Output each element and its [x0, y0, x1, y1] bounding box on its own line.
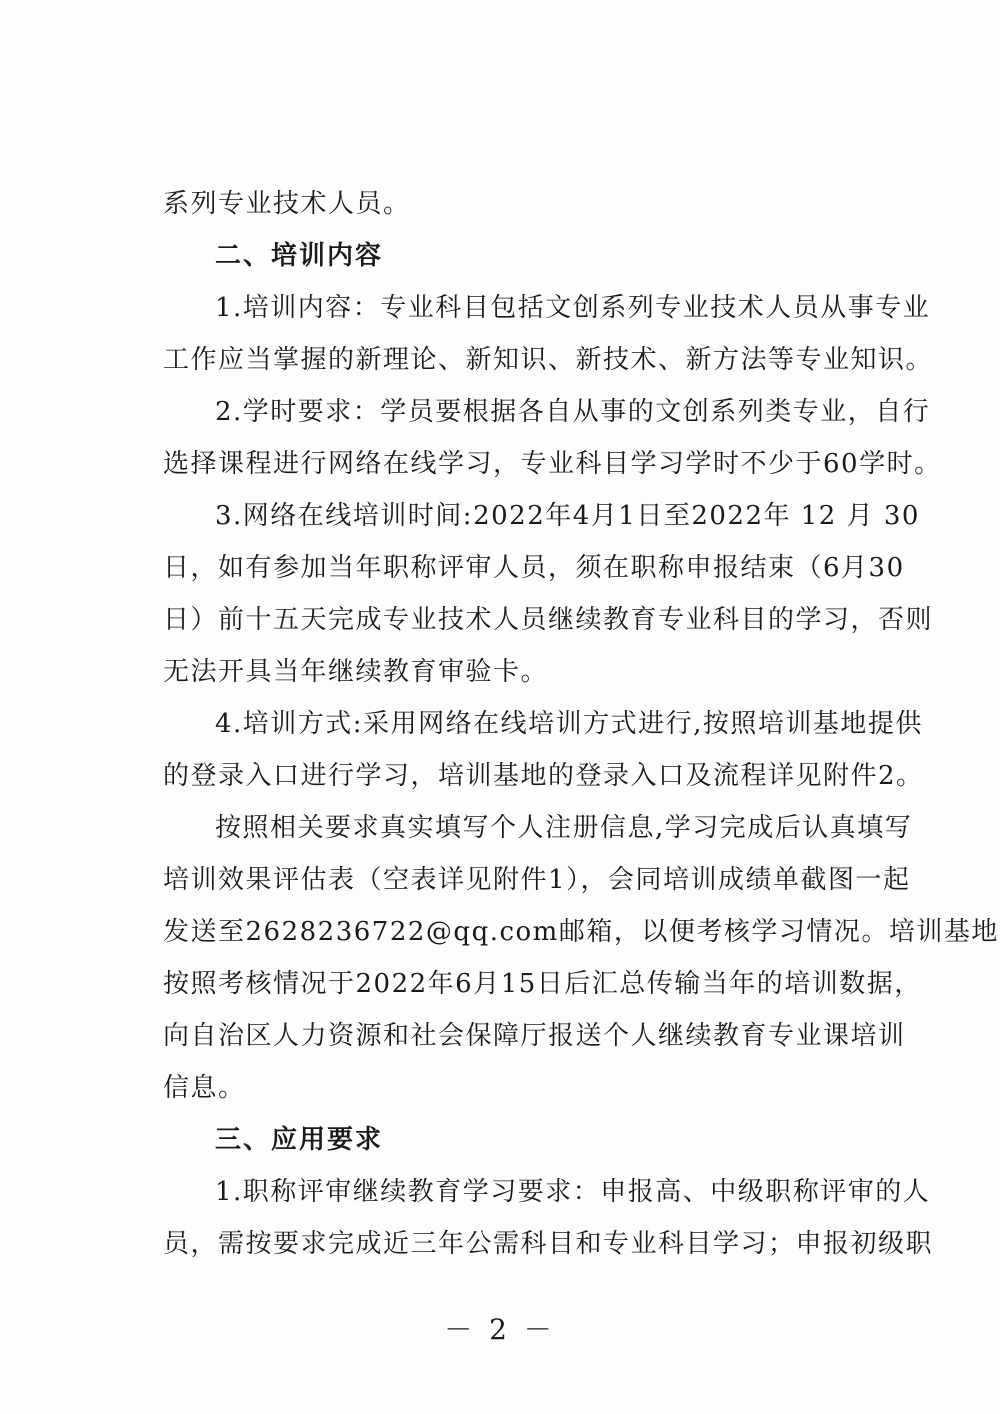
body-text-line: 向自治区人力资源和社会保障厅报送个人继续教育专业课培训: [163, 1021, 906, 1051]
body-text-line: 2.学时要求：学员要根据各自从事的文创系列类专业，自行: [215, 397, 931, 427]
body-text-line: 1.培训内容：专业科目包括文创系列专业技术人员从事专业: [215, 293, 931, 323]
body-text-line: 发送至2628236722@qq.com邮箱，以便考核学习情况。培训基地: [163, 917, 999, 947]
body-text-line: 日，如有参加当年职称评审人员，须在职称申报结束（6月30: [163, 553, 905, 583]
body-text-line: 按照相关要求真实填写个人注册信息,学习完成后认真填写: [215, 813, 913, 843]
body-text-line: 培训效果评估表（空表详见附件1），会同培训成绩单截图一起: [163, 865, 911, 895]
body-text-line: 员，需按要求完成近三年公需科目和专业科目学习；申报初级职: [163, 1229, 934, 1259]
body-text-line: 选择课程进行网络在线学习，专业科目学习学时不少于60学时。: [163, 449, 942, 479]
body-text-line: 系列专业技术人员。: [163, 189, 411, 219]
body-text-line: 无法开具当年继续教育审验卡。: [163, 657, 549, 687]
body-text-line: 日）前十五天完成专业技术人员继续教育专业科目的学习，否则: [163, 605, 934, 635]
section-heading-application-requirements: 三、应用要求: [215, 1125, 384, 1155]
body-text-line: 按照考核情况于2022年6月15日后汇总传输当年的培训数据，: [163, 969, 922, 999]
body-text-line: 3.网络在线培训时间:2022年4月1日至2022年 12 月 30: [215, 501, 920, 531]
body-text-line: 信息。: [163, 1073, 246, 1103]
page-number: － 2 －: [444, 1313, 556, 1346]
body-text-line: 的登录入口进行学习，培训基地的登录入口及流程详见附件2。: [163, 761, 924, 791]
body-text-line: 1.职称评审继续教育学习要求：申报高、中级职称评审的人: [215, 1177, 931, 1207]
body-text-line: 工作应当掌握的新理论、新知识、新技术、新方法等专业知识。: [163, 345, 934, 375]
body-text-line: 4.培训方式:采用网络在线培训方式进行,按照培训基地提供: [215, 709, 923, 739]
section-heading-training-content: 二、培训内容: [215, 241, 384, 271]
